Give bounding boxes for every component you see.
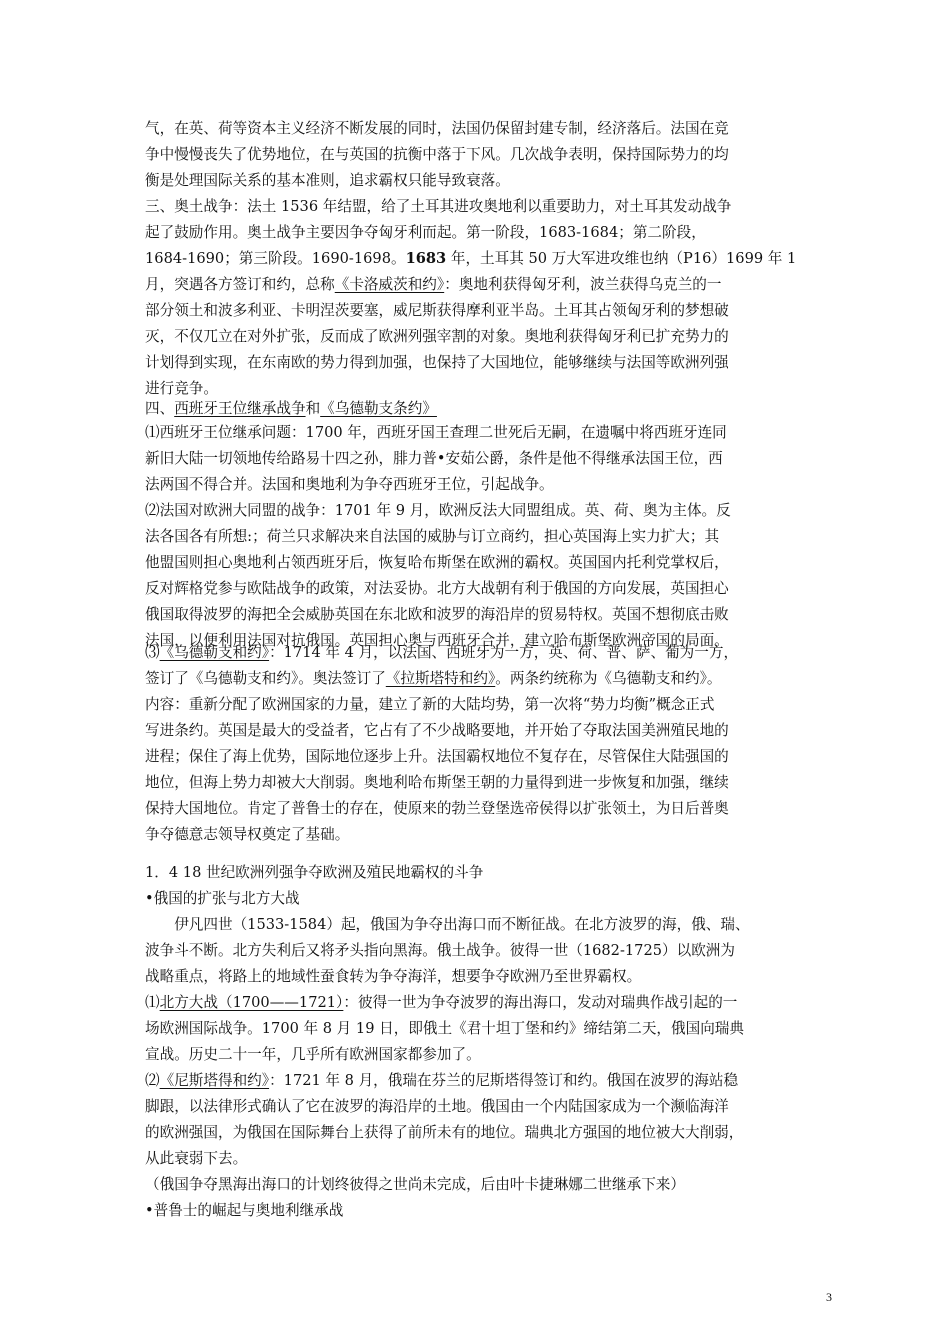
text-line: 他盟国则担心奥地利占领西班牙后，恢复哈布斯堡在欧洲的霸权。英国国内托利党掌权后， <box>145 554 729 571</box>
text-line: 争中慢慢丧失了优势地位，在与英国的抗衡中落于下风。几次战争表明，保持国际势力的均 <box>145 146 729 163</box>
text-line: 地位，但海上势力却被大大削弱。奥地利哈布斯堡王朝的力量得到进一步恢复和加强，继续 <box>145 774 729 791</box>
text-line: 气，在英、荷等资本主义经济不断发展的同时，法国仍保留封建专制，经济落后。法国在竞 <box>145 120 729 137</box>
text-line: 伊凡四世（1533-1584）起，俄国为争夺出海口而不断征战。在北方波罗的海，俄、瑞、 <box>145 916 750 933</box>
text-line: 宣战。历史二十一年，几乎所有欧洲国家都参加了。 <box>145 1046 481 1063</box>
text-line: 法国，以便利用法国对抗俄国。英国担心奥与西班牙合并，建立哈布斯堡欧洲帝国的局面。 <box>145 632 729 649</box>
text-line: ⑵《尼斯塔得和约》：1721 年 8 月，俄瑞在芬兰的尼斯塔得签订和约。俄国在波罗的海站稳 <box>145 1072 739 1089</box>
section-heading-spanish-succession: 四、西班牙王位继承战争和《乌德勒支条约》 <box>145 400 437 417</box>
text-line: 灭，不仅兀立在对外扩张，反而成了欧洲列强宰割的对象。奥地利获得匈牙利已扩充势力的 <box>145 328 729 345</box>
text-line: 法两国不得合并。法国和奥地利为争夺西班牙王位，引起战争。 <box>145 476 554 493</box>
text-line: （俄国争夺黑海出海口的计划终彼得之世尚未完成，后由叶卡捷琳娜二世继承下来） <box>145 1176 685 1193</box>
subheading-prussia-rise: •普鲁士的崛起与奥地利继承战 <box>145 1202 344 1219</box>
text-line: ⑴西班牙王位继承问题：1700 年，西班牙国王查理二世死后无嗣，在遗嘱中将西班牙连同 <box>145 424 727 441</box>
text-line: 签订了《乌德勒支和约》。奥法签订了《拉斯塔特和约》。两条约统称为《乌德勒支和约》。 <box>145 670 722 687</box>
text-line: 写进条约。英国是最大的受益者，它占有了不少战略要地，并开始了夺取法国美洲殖民地的 <box>145 722 729 739</box>
text-line: 起了鼓励作用。奥土战争主要因争夺匈牙利而起。第一阶段，1683-1684；第二阶段， <box>145 224 706 241</box>
great-northern-war: 北方大战（1700——1721） <box>159 994 344 1011</box>
treaty-karlowitz: 《卡洛威茨和约》 <box>334 276 445 293</box>
text-line: 战略重点，将路上的地域性蚕食转为争夺海洋，想要争夺欧洲乃至世界霸权。 <box>145 968 642 985</box>
text-line: 争夺德意志领导权奠定了基础。 <box>145 826 350 843</box>
text-line: 波争斗不断。北方失利后又将矛头指向黑海。俄土战争。彼得一世（1682-1725）以欧洲为 <box>145 942 735 959</box>
text-line: 进程；保住了海上优势，国际地位逐步上升。法国霸权地位不复存在，尽管保住大陆强国的 <box>145 748 729 765</box>
text-line: 俄国取得波罗的海把全会威胁英国在东北欧和波罗的海沿岸的贸易特权。英国不想彻底击败 <box>145 606 729 623</box>
subheading-russia-expansion: •俄国的扩张与北方大战 <box>145 890 300 907</box>
text-line: 月，突遇各方签订和约，总称《卡洛威茨和约》：奥地利获得匈牙利，波兰获得乌克兰的一 <box>145 276 722 293</box>
text-line: 部分领土和波多利亚、卡明涅茨要塞，威尼斯获得摩利亚半岛。土耳其占领匈牙利的梦想破 <box>145 302 729 319</box>
text-line: 1684-1690；第三阶段。1690-1698。1683 年，土耳其 50 万大军进攻维也纳（P16）1699 年 1 <box>145 250 797 267</box>
text-line: 脚跟，以法律形式确认了它在波罗的海沿岸的土地。俄国由一个内陆国家成为一个濒临海洋 <box>145 1098 729 1115</box>
text-line: ⑶《乌德勒支和约》：1714 年 4 月，以法国、西班牙为一方，英、荷、普、萨、葡为一方， <box>145 644 739 661</box>
text-line: 计划得到实现，在东南欧的势力得到加强，也保持了大国地位，能够继续与法国等欧洲列强 <box>145 354 729 371</box>
text-line: 场欧洲国际战争。1700 年 8 月 19 日，即俄土《君十坦丁堡和约》缔结第二天，俄国向瑞典 <box>145 1020 744 1037</box>
text-line: 法各国各有所想:；荷兰只求解决来自法国的威胁与订立商约，担心英国海上实力扩大；其 <box>145 528 720 545</box>
text-line: 进行竞争。 <box>145 380 218 397</box>
treaty-utrecht: 《乌德勒支和约》 <box>159 644 270 661</box>
text-line: 衡是处理国际关系的基本准则，追求霸权只能导致衰落。 <box>145 172 510 189</box>
text-line: ⑴北方大战（1700——1721）：彼得一世为争夺波罗的海出海口，发动对瑞典作战引起的一 <box>145 994 738 1011</box>
text-line: 新旧大陆一切领地传给路易十四之孙，腓力普•安茹公爵，条件是他不得继承法国王位，西 <box>145 450 723 467</box>
page-number: 3 <box>826 1290 832 1304</box>
text-line: ⑵法国对欧洲大同盟的战争：1701 年 9 月，欧洲反法大同盟组成。英、荷、奥为主体。反 <box>145 502 731 519</box>
treaty-nystad: 《尼斯塔得和约》 <box>159 1072 270 1089</box>
text-line: 反对辉格党参与欧陆战争的政策，对法妥协。北方大战朝有利于俄国的方向发展，英国担心 <box>145 580 729 597</box>
text-line: 从此衰弱下去。 <box>145 1150 248 1167</box>
section-heading-austro-turkish-war: 三、奥土战争：法土 1536 年结盟，给了土耳其进攻奥地利以重要助力，对土耳其发动战争 <box>145 198 732 215</box>
text-line: 内容：重新分配了欧洲国家的力量，建立了新的大陆均势，第一次将“势力均衡”概念正式 <box>145 696 715 713</box>
text-line: 保持大国地位。肯定了普鲁士的存在，使原来的勃兰登堡选帝侯得以扩张领土，为日后普奥 <box>145 800 729 817</box>
treaty-rastatt: 《拉斯塔特和约》 <box>385 670 496 687</box>
section-heading-18th-century: 1．4 18 世纪欧洲列强争夺欧洲及殖民地霸权的斗争 <box>145 864 484 881</box>
text-line: 的欧洲强国，为俄国在国际舞台上获得了前所未有的地位。瑞典北方强国的地位被大大削弱， <box>145 1124 744 1141</box>
